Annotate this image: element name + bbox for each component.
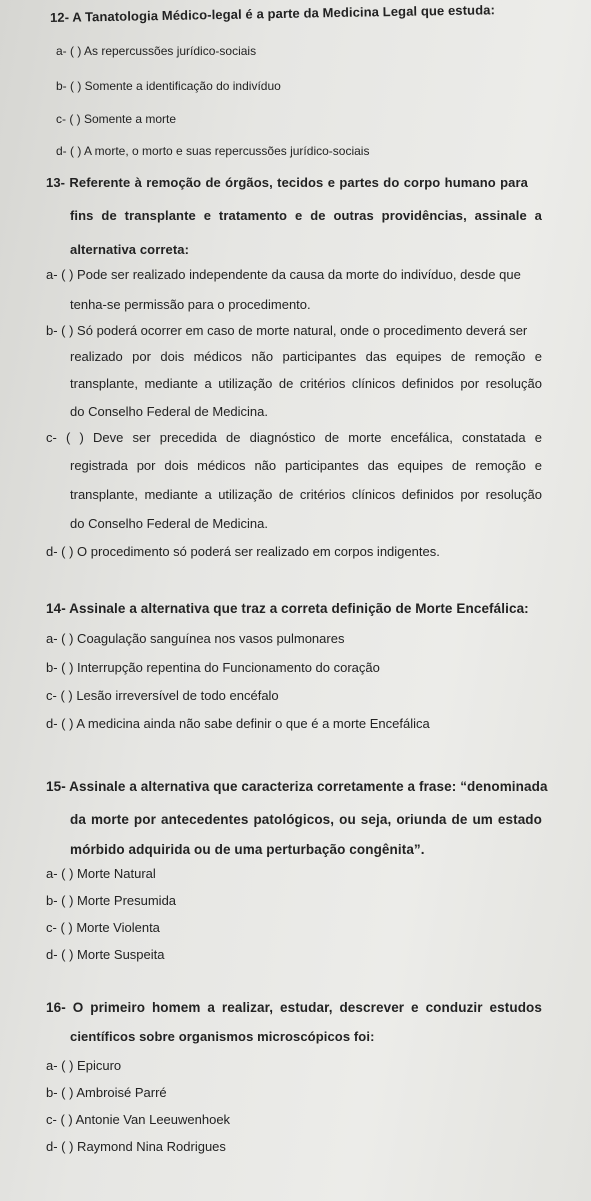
question-12-option-d[interactable]: d- ( ) A morte, o morto e suas repercussões jurídico-sociais xyxy=(56,144,370,158)
question-16-option-a[interactable]: a- ( ) Epicuro xyxy=(46,1058,122,1073)
question-13-option-b-cont-2: transplante, mediante a utilização de critérios clínicos definidos por resolução xyxy=(70,376,542,391)
question-15-option-c[interactable]: c- ( ) Morte Violenta xyxy=(46,920,160,935)
question-13-option-c-cont-3: do Conselho Federal de Medicina. xyxy=(70,516,269,531)
question-16-stem-line-1: 16- O primeiro homem a realizar, estudar, descrever e conduzir estudos xyxy=(46,1000,542,1015)
question-15-option-a[interactable]: a- ( ) Morte Natural xyxy=(46,866,156,881)
question-12-stem: 12- A Tanatologia Médico-legal é a parte da Medicina Legal que estuda: xyxy=(49,2,496,25)
question-13-option-c[interactable]: c- ( ) Deve ser precedida de diagnóstico de morte encefálica, constatada e xyxy=(46,430,542,445)
question-13-stem-line-2: fins de transplante e tratamento e de outras providências, assinale a xyxy=(70,208,542,223)
question-13-option-a[interactable]: a- ( ) Pode ser realizado independente da causa da morte do indivíduo, desde que xyxy=(46,267,521,282)
question-14-option-d[interactable]: d- ( ) A medicina ainda não sabe definir o que é a morte Encefálica xyxy=(46,716,430,731)
question-16-option-d[interactable]: d- ( ) Raymond Nina Rodrigues xyxy=(46,1139,226,1154)
question-16-stem-line-2: científicos sobre organismos microscópicos foi: xyxy=(70,1029,375,1044)
question-15-stem-line-2: da morte por antecedentes patológicos, ou seja, oriunda de um estado xyxy=(70,812,542,827)
question-15-stem-line-3: mórbido adquirida ou de uma perturbação congênita”. xyxy=(70,842,425,857)
question-13-option-b-cont-3: do Conselho Federal de Medicina. xyxy=(70,404,269,419)
question-13-option-c-cont-1: registrada por dois médicos não participantes das equipes de remoção e xyxy=(70,458,542,473)
question-15-option-d[interactable]: d- ( ) Morte Suspeita xyxy=(46,947,165,962)
question-13-option-d[interactable]: d- ( ) O procedimento só poderá ser realizado em corpos indigentes. xyxy=(46,544,440,559)
question-16-option-c[interactable]: c- ( ) Antonie Van Leeuwenhoek xyxy=(46,1112,231,1127)
question-13-stem-line-1: 13- Referente à remoção de órgãos, tecidos e partes do corpo humano para xyxy=(46,175,528,190)
question-12-option-c[interactable]: c- ( ) Somente a morte xyxy=(56,112,177,126)
question-14-option-c[interactable]: c- ( ) Lesão irreversível de todo encéfalo xyxy=(46,688,279,703)
question-13-stem-line-3: alternativa correta: xyxy=(70,242,190,257)
question-13-option-a-cont: tenha-se permissão para o procedimento. xyxy=(70,297,311,312)
question-12-option-b[interactable]: b- ( ) Somente a identificação do indivíduo xyxy=(56,79,281,93)
question-13-option-b-cont-1: realizado por dois médicos não participantes das equipes de remoção e xyxy=(70,349,542,364)
question-15-stem-line-1: 15- Assinale a alternativa que caracteriza corretamente a frase: “denominada xyxy=(46,779,548,794)
question-13-option-c-cont-2: transplante, mediante a utilização de critérios clínicos definidos por resolução xyxy=(70,487,542,502)
question-16-option-b[interactable]: b- ( ) Ambroisé Parré xyxy=(46,1085,167,1100)
question-15-option-b[interactable]: b- ( ) Morte Presumida xyxy=(46,893,177,908)
question-12-option-a[interactable]: a- ( ) As repercussões jurídico-sociais xyxy=(56,44,257,58)
question-14-option-a[interactable]: a- ( ) Coagulação sanguínea nos vasos pulmonares xyxy=(46,631,345,646)
question-14-stem: 14- Assinale a alternativa que traz a correta definição de Morte Encefálica: xyxy=(46,601,529,616)
question-13-option-b[interactable]: b- ( ) Só poderá ocorrer em caso de morte natural, onde o procedimento deverá ser xyxy=(46,323,528,338)
question-14-option-b[interactable]: b- ( ) Interrupção repentina do Funcionamento do coração xyxy=(46,660,380,675)
